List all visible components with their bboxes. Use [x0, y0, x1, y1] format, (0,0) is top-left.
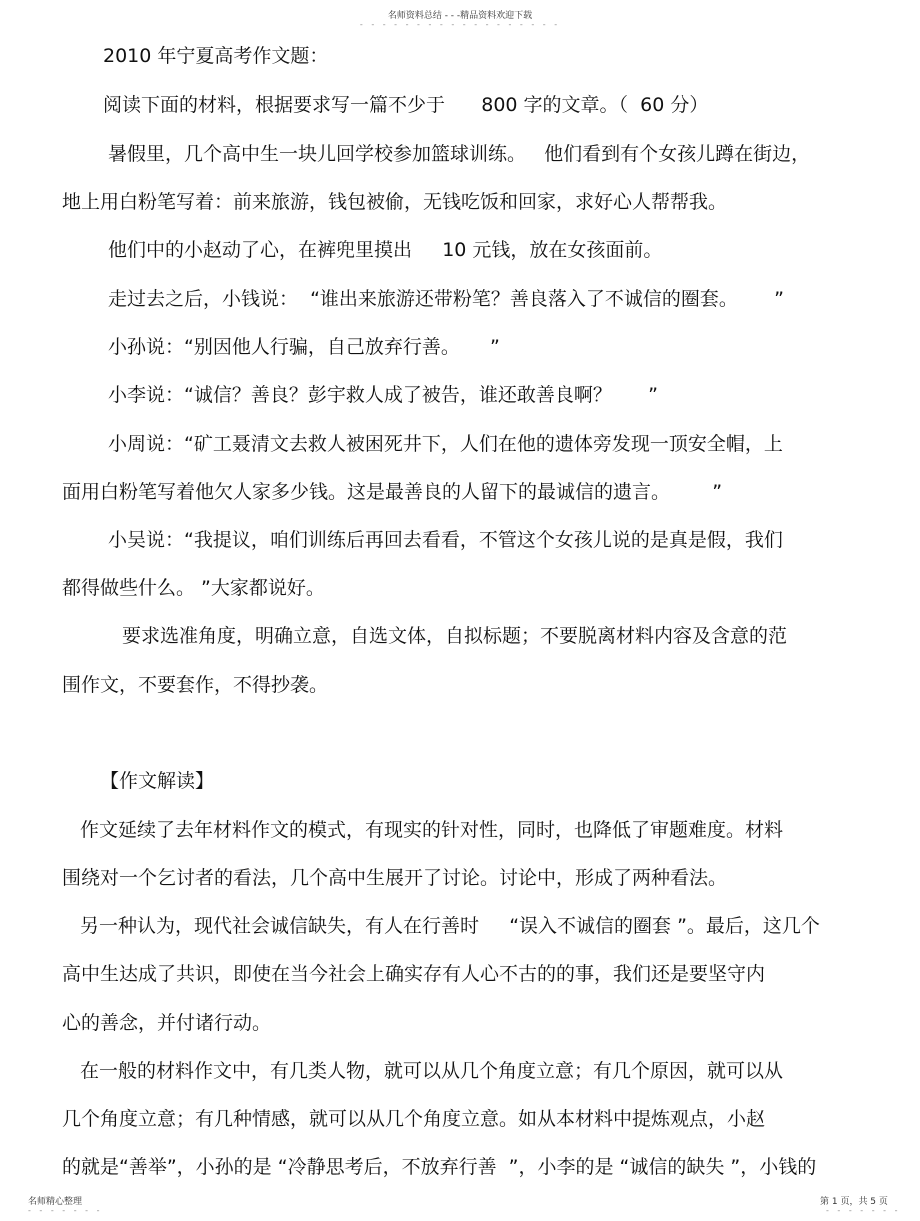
- material-line: 小孙说：“别因他人行骗，自己放弃行善。 ”: [108, 336, 500, 358]
- analysis-line: 在一般的材料作文中，有几类人物，就可以从几个角度立意；有几个原因，就可以从: [80, 1060, 784, 1082]
- material-line: 面用白粉笔写着他欠人家多少钱。这是最善良的人留下的最诚信的遗言。 ”: [62, 481, 723, 503]
- footer-left-label: 名师精心整理: [28, 1197, 83, 1207]
- requirement-line: 要求选准角度，明确立意，自选文体，自拟标题；不要脱离材料内容及含意的范: [122, 625, 788, 647]
- footer-left-dotted-rule: - - - - - - -: [28, 1206, 103, 1215]
- analysis-line: 另一种认为，现代社会诚信缺失，有人在行善时 “误入不诚信的圈套 ”。最后，这几个: [80, 915, 820, 937]
- page-header: 名师资料总结 - - -精品资料欢迎下载: [387, 11, 533, 21]
- analysis-line: 围绕对一个乞讨者的看法，几个高中生展开了讨论。讨论中，形成了两种看法。: [62, 867, 728, 889]
- title-line: 2010 年宁夏高考作文题：: [103, 45, 329, 67]
- material-line: 走过去之后，小钱说： “谁出来旅游还带粉笔？善良落入了不诚信的圈套。 ”: [108, 288, 785, 310]
- material-line: 小周说：“矿工聂清文去救人被困死井下，人们在他的遗体旁发现一顶安全帽，上: [108, 433, 783, 455]
- analysis-line: 的就是“善举”，小孙的是 “冷静思考后，不放弃行善 ”，小李的是 “诚信的缺失 ”，小钱的: [62, 1156, 817, 1178]
- page-number: 第 1 页，共 5 页: [820, 1197, 888, 1207]
- prompt-line: 阅读下面的材料，根据要求写一篇不少于 800 字的文章。（ 60 分）: [103, 94, 709, 116]
- material-line: 暑假里，几个高中生一块儿回学校参加篮球训练。 他们看到有个女孩儿蹲在街边，: [108, 143, 811, 165]
- material-line: 他们中的小赵动了心，在裤兜里摸出 10 元钱，放在女孩面前。: [108, 239, 663, 261]
- requirement-line: 围作文，不要套作，不得抄袭。: [62, 674, 329, 696]
- material-line: 地上用白粉笔写着：前来旅游，钱包被偷，无钱吃饭和回家，求好心人帮帮我。: [62, 191, 728, 213]
- footer-right-dotted-rule: - - - - - - -: [826, 1206, 901, 1215]
- analysis-line: 作文延续了去年材料作文的模式，有现实的针对性，同时，也降低了审题难度。材料: [80, 819, 784, 841]
- analysis-line: 心的善念，并付诸行动。: [62, 1012, 272, 1034]
- section-heading: 【作文解读】: [100, 770, 215, 792]
- analysis-line: 几个角度立意；有几种情感，就可以从几个角度立意。如从本材料中提炼观点，小赵: [62, 1108, 766, 1130]
- analysis-line: 高中生达成了共识，即使在当今社会上确实存有人心不古的的事，我们还是要坚守内: [62, 963, 766, 985]
- material-line: 小吴说：“我提议，咱们训练后再回去看看，不管这个女孩儿说的是真是假，我们: [108, 529, 783, 551]
- material-line: 小李说：“诚信？善良？彭宇救人成了被告，谁还敢善良啊？ ”: [108, 384, 658, 406]
- material-line: 都得做些什么。 ”大家都说好。: [62, 577, 325, 599]
- header-dotted-rule: - - - - - - - - - - - - - - - - - -: [359, 20, 561, 29]
